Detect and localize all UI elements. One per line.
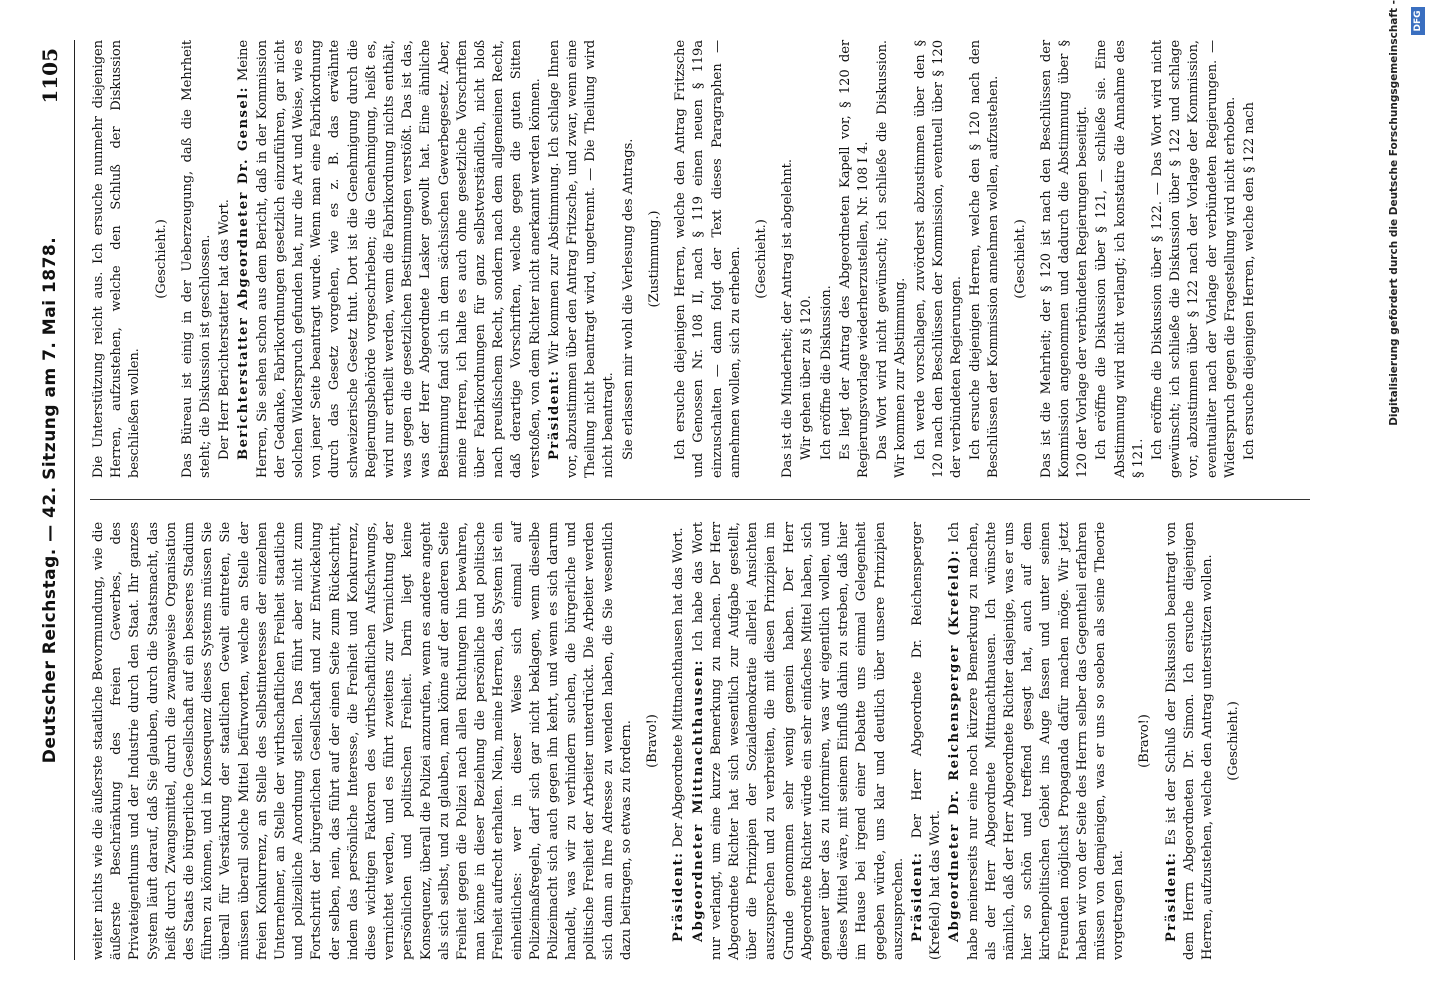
president-statement [1163, 522, 1218, 960]
paragraph: Ich werde vorschlagen, zuvörderst abzustimmen über den § 120 nach den Beschlüssen der Kommission, eventuell über § 120 der verbündeten Regierungen. [912, 40, 964, 478]
paragraph: Ich ersuche diejenigen Herren, welche den § 122 nach [1241, 102, 1257, 460]
speaker-label: Präsident: [671, 851, 687, 942]
speaker-label: Abgeordneter Mittnachthausen: [690, 659, 706, 942]
paragraph: Der Herr Berichterstatter hat das Wort. [217, 199, 233, 460]
president-statement [670, 522, 688, 960]
speaker-label: Abgeordneter Dr. Reichensperger (Krefeld): [947, 548, 963, 942]
statement-text: Wir kommen zur Abstimmung. Ich schlage Ihnen vor, abzustimmen über den Antrag Fritzsche, und zwar, wenn eine Theilung nicht beantragt wird, ungetrennt. — Die Theilung wird nicht beantragt. [546, 39, 617, 478]
speaker-label: Präsident: [1163, 851, 1179, 942]
stage-direction: (Geschieht.) [1012, 219, 1028, 299]
paragraph: Ich ersuche diejenigen Herren, welche den Antrag Fritzsche und Genossen Nr. 108 II, nach § 119 einen neuen § 119a einzuschalten — dann folgt der Text dieses Paragraphen — annehmen wollen, sich zu erheben. [673, 40, 743, 478]
statement-text: Der Herr Abgeordnete Dr. Reichensperger (Krefeld) hat das Wort. [909, 521, 944, 960]
paragraph: Das ist die Mehrheit; der § 120 ist nach den Beschlüssen der Kommission angenommen und dadurch die Abstimmung über § 120 der Vorlage der verbündeten Regierungen beseitigt. [1038, 40, 1091, 478]
digitization-note: Digitalisierung gefördert durch die Deutsche Forschungsgemeinschaft - [1388, 0, 1400, 426]
page-number: 1105 [38, 48, 62, 104]
left-column [90, 522, 1251, 960]
paragraph: Sie erlassen mir wohl die Verlesung des Antrags. [620, 138, 636, 460]
speaker-statement [235, 40, 544, 478]
statement-text: Es ist der Schluß der Diskussion beantragt von dem Herrn Abgeordneten Dr. Simon. Ich ersuche diejenigen Herren, aufzustehen, welche den Antrag unterstützen wollen. [1163, 522, 1215, 960]
paragraph: Das Wort wird nicht gewünscht; ich schließe die Diskussion. Wir kommen zur Abstimmung. [875, 40, 909, 478]
statement-text: Meine Herren, Sie sehen schon aus dem Bericht, daß in der Kommission der Gedanke, Fabrikordnungen gesetzlich einzuführen, gar nicht solchen Widerspruch gefunden hat, nur die Art und Weise, wie es von jener Seite beantragt wurde. Wenn man eine Fabrikordnung durch das Gesetz vorgehen, wie es z. B. das erwähnte schweizerische Gesetz thut. Dort ist die Genehmigung durch die Regierungsbehörde vorgeschrieben; die Genehmigung, heißt es, wird nur ertheilt werden, wenn die Fabrikordnung nichts enthält, was gegen die gesetzlichen Bestimmungen verstößt. Das ist das, was der Herr Abgeordnete Lasker gewollt hat. Eine ähnliche Bestimmung fand sich in dem sächsischen Gewerbegesetz. Aber, meine Herren, ich halte es auch ohne gesetzliche Vorschriften über Fabrikordnungen für ganz selbstverständlich, nicht bloß nach preußischem Recht, sondern nach dem allgemeinen Recht, daß derartige Vorschriften, welche gegen die guten Sitten verstoßen, von dem Richter nicht anerkannt werden können. [236, 39, 543, 478]
speaker-label: Präsident: [909, 851, 925, 942]
paragraph: Es liegt der Antrag des Abgeordneten Kapell vor, § 120 der Regierungsvorlage wiederherzustellen, Nr. 108 I 4. [837, 40, 871, 478]
speaker-statement [946, 522, 1128, 960]
stage-direction: (Zustimmung.) [646, 210, 662, 308]
paragraph: Ich eröffne die Diskussion über § 122. — Das Wort wird nicht gewünscht; ich schließe die Diskussion über § 122 und schlage vor, abzustimmen über § 122 nach der Vorlage der Kommission, eventualiter nach der Vorlage der verbündeten Regierungen. — Widerspruch gegen die Fragestellung wird nicht erhoben. [1149, 40, 1238, 478]
paragraph: Die Unterstützung reicht aus. Ich ersuche nunmehr diejenigen Herren, aufzustehen, welche den Schluß der Diskussion beschließen wollen. [91, 40, 143, 478]
dfg-logo: DFG [1411, 7, 1425, 35]
paragraph: weiter nichts wie die äußerste staatliche Bevormundung, wie die äußerste Beschränkung des freien Gewerbes, des Privateigenthums und der Industrie durch den Staat. Ihr ganzes System läuft darauf, daß Sie glauben, durch die Staatsmacht, das heißt durch Zwangsmittel, durch die zwangsweise Organisation des Staats die bürgerliche Gesellschaft auf ein besseres Stadium führen zu können, und in Konsequenz dieses Systems müssen Sie überall für Verstärkung der staatlichen Gewalt eintreten, Sie müssen überall solche Mittel befürworten, welche an Stelle der freien Konkurrenz, an Stelle des Selbstinteresses der einzelnen Unternehmer, an Stelle der wirthschaftlichen Freiheit staatliche und polizeiliche Anordnung stellen. Das führt aber nicht zum Fortschritt der bürgerlichen Gesellschaft und zur Entwickelung der selben, nein, das führt auf der einen Seite zum Rückschritt, indem das persönliche Interesse, die Freiheit und Konkurrenz, diese wichtigen Faktoren des wirthschaftlichen Aufschwungs, vernichtet werden, und es führt zweitens zur Vernichtung der persönlichen und politischen Freiheit. Darin liegt keine Konsequenz, überall die Polizei anzurufen, wenn es andere angeht als sich selbst, und zu glauben, man könne auf der anderen Seite Freiheit gegen die Polizei nach allen Richtungen hin bewahren, man könne in dieser Beziehung die persönliche und politische Freiheit aufrecht erhalten. Nein, meine Herren, das System ist ein einheitliches: wer in dieser Weise sich einmal auf Polizeimaßregeln, darf sich gar nicht beklagen, wenn dieselbe Polizeimacht sich auch gegen ihn kehrt, und wenn es sich darum handelt, was wir zu verhindern suchen, die bürgerliche und politische Freiheit der Arbeiter unterdrückt. Die Arbeiter werden sich dann an Ihre Adresse zu wenden haben, die Sie wesentlich dazu beitragen, so etwas zu fordern. [91, 522, 634, 960]
paragraph: Ich ersuche diejenigen Herren, welche den § 120 nach den Beschlüssen der Kommission annehmen wollen, aufzustehen. [968, 40, 1002, 478]
paragraph: Wir gehen über zu § 120. [799, 295, 815, 460]
paragraph: Das ist die Minderheit; der Antrag ist abgelehnt. [780, 159, 796, 478]
president-statement [546, 40, 619, 478]
speaker-label: Berichterstatter Abgeordneter Dr. Gensel: [236, 85, 252, 460]
stage-direction: (Geschieht.) [1226, 701, 1242, 781]
statement-text: Ich habe das Wort nur verlangt, um eine kurze Bemerkung zu machen. Der Herr Abgeordnete Richter hat sich wesentlich zur Aufgabe gestellt, über die Prinzipien der Sozialdemokratie allerlei Ansichten auszusprechen und zu verbreiten, die mit diesen Prinzipien im Grunde genommen sehr wenig gemein haben. Der Herr Abgeordnete Richter würde ein sehr einfaches Mittel haben, sich genauer über das zu informiren, was wir eigentlich wollen, und dieses Mittel wäre, mit seinem Einfluß dahin zu streben, daß hier im Hause bei irgend einer Debatte uns einmal Gelegenheit gegeben würde, uns klar und deutlich über unsere Prinzipien auszusprechen. [690, 522, 906, 960]
running-header [18, 40, 78, 960]
stage-direction: (Geschieht.) [753, 219, 769, 299]
speaker-label: Präsident: [546, 369, 562, 460]
running-title: Deutscher Reichstag. — 42. Sitzung am 7. Mai 1878. [40, 236, 60, 764]
statement-text: Ich habe meinerseits nur eine noch kürzere Bemerkung zu machen, als der Herr Abgeordnete Mittnachthausen. Ich wünschte nämlich, daß der Herr Abgeordnete Richter dasjenige, was er uns hier so schön und treffend gesagt hat, auch auf dem kirchenpolitischen Gebiet ins Auge fassen und unter seinen Freunden möglichst Propaganda dafür machen möge. Wir jetzt haben wir von der Seite des Herrn selber das Gegentheil erfahren müssen von demjenigen, was er uns so soeben als seine Theorie vorgetragen hat. [947, 522, 1127, 960]
paragraph: Das Büreau ist einig in der Ueberzeugung, daß die Mehrheit steht; die Diskussion ist geschlossen. [179, 40, 214, 478]
stage-direction: (Bravo!) [645, 714, 661, 768]
president-statement [909, 522, 945, 960]
speaker-statement [690, 522, 908, 960]
stage-direction: (Geschieht.) [153, 219, 169, 299]
paragraph: Ich eröffne die Diskussion. [818, 285, 834, 460]
statement-text: Der Abgeordnete Mittnachthausen hat das Wort. [671, 527, 687, 848]
paragraph: Ich eröffne die Diskussion über § 121, — schließe sie. Eine Abstimmung wird nicht verlangt; ich konstatire die Annahme des § 121. [1094, 40, 1146, 478]
column-divider [90, 499, 1310, 500]
page-body [18, 40, 1338, 960]
stage-direction: (Bravo!) [1137, 714, 1153, 768]
right-column [90, 40, 1260, 478]
header-rule [74, 40, 75, 960]
